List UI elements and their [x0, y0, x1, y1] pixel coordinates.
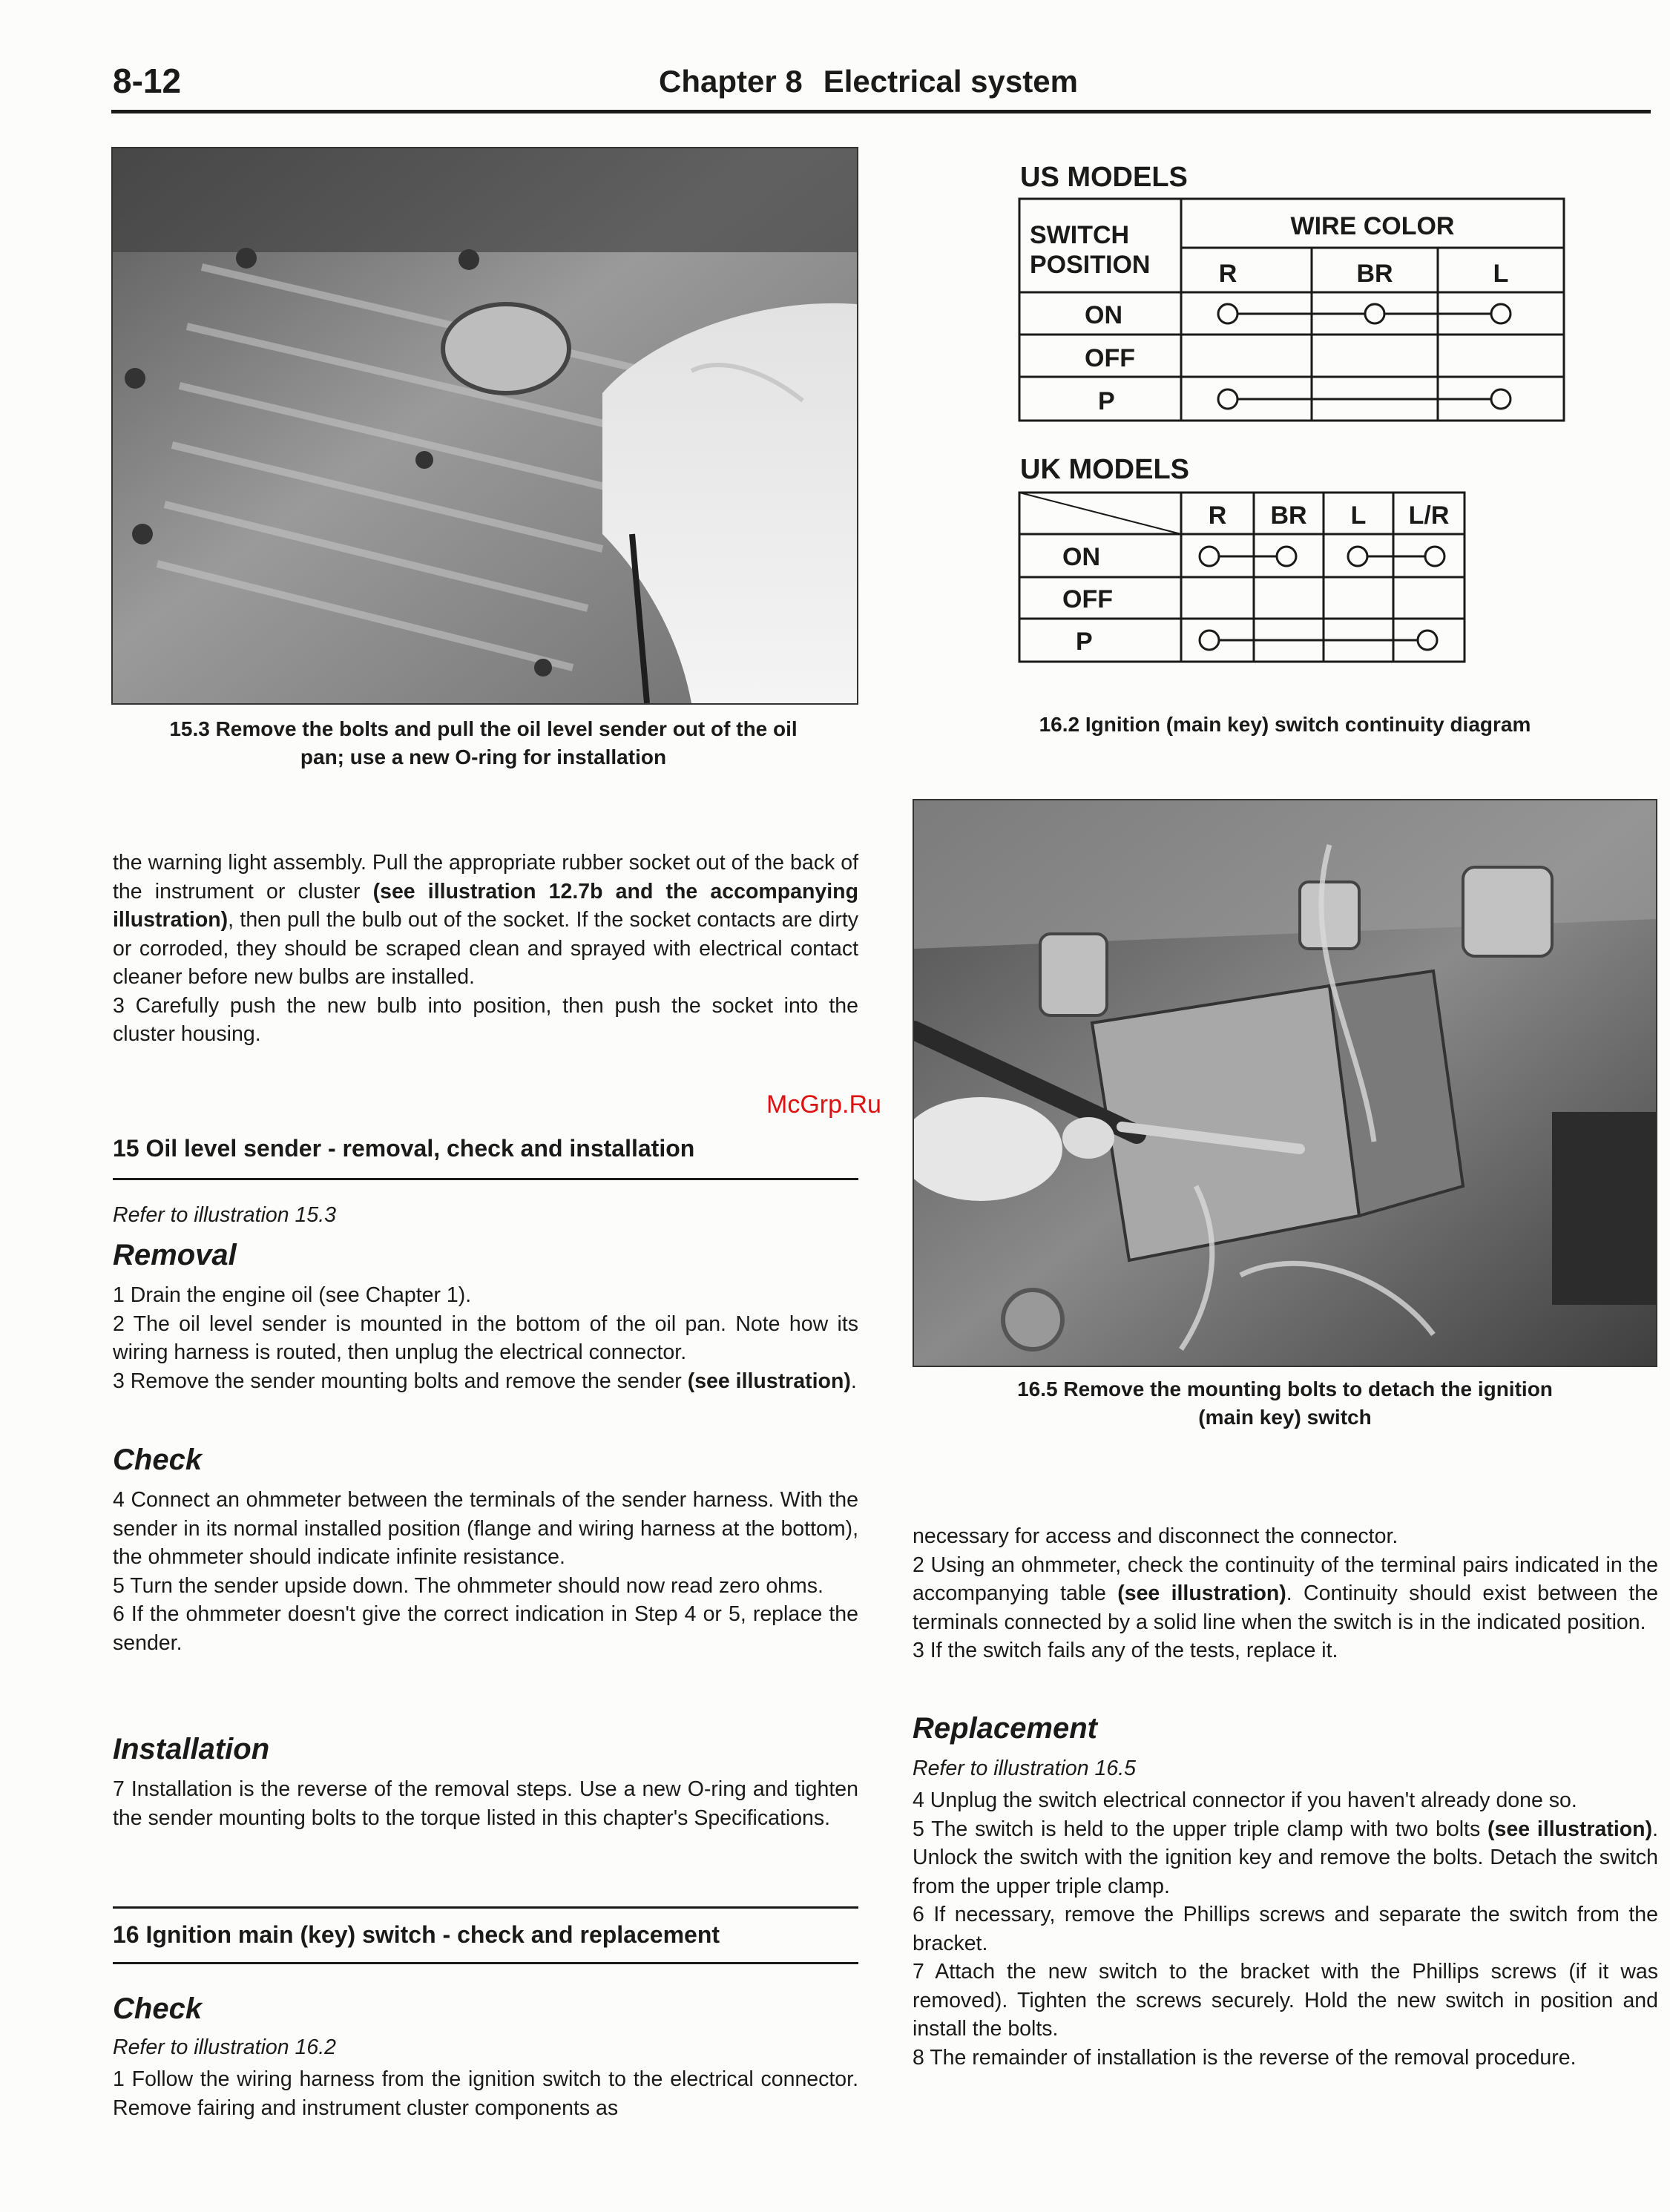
caption-line: 15.3 Remove the bolts and pull the oil level sender out of the oil	[169, 717, 798, 740]
illustration-ref: (see illustration)	[1487, 1817, 1653, 1841]
step: 4 Unplug the switch electrical connector if you haven't already done so.	[913, 1788, 1577, 1812]
running-header	[659, 64, 1078, 99]
caption-line: 16.5 Remove the mounting bolts to detach the ignition	[1017, 1377, 1553, 1400]
section-15-title: 15 Oil level sender - removal, check and installation	[113, 1135, 695, 1162]
uk-col-header: L	[1350, 501, 1367, 530]
step: 7 Attach the new switch to the bracket with the Phillips screws (if it was removed). Tighten the screws securely. Hold the new switch in position and install the bolts.	[913, 1960, 1658, 2041]
header-rule	[111, 110, 1651, 113]
right-check-continuation	[913, 1522, 1658, 1665]
paragraph: 3 Carefully push the new bulb into position, then push the socket into the cluster housing.	[113, 993, 858, 1046]
replacement-ref: Refer to illustration 16.5	[913, 1757, 1136, 1780]
section-16-rule	[113, 1962, 858, 1964]
caption-15-3	[111, 715, 855, 771]
replacement-heading: Replacement	[913, 1712, 1097, 1745]
step: 7 Installation is the reverse of the removal steps. Use a new O-ring and tighten the sender mounting bolts to the torque listed in this chapter's Specifications.	[113, 1777, 858, 1830]
step	[913, 1551, 1658, 1637]
text-run: .	[850, 1369, 857, 1393]
uk-col-header: R	[1208, 501, 1227, 530]
illustration-ref: (see illustration)	[687, 1369, 851, 1393]
paragraph	[113, 849, 858, 992]
uk-col-header: L/R	[1408, 501, 1450, 530]
step	[913, 1815, 1658, 1901]
section-16-check-heading: Check	[113, 1992, 203, 2025]
section-15-removal-text	[113, 1281, 858, 1395]
step: 5 Turn the sender upside down. The ohmmeter should now read zero ohms.	[113, 1573, 824, 1598]
illustration-ref: (see illustration 12.7b and the accompanying illustration)	[113, 879, 858, 932]
left-continuation-text	[113, 849, 858, 1049]
us-models-title: US MODELS	[1020, 162, 1188, 193]
us-row-label: P	[1098, 387, 1115, 415]
caption-line: pan; use a new O-ring for installation	[300, 745, 667, 768]
uk-continuity-on	[1200, 547, 1444, 566]
us-corner-position: POSITION	[1030, 251, 1151, 279]
section-15-rule	[113, 1178, 858, 1180]
section-15-installation-text	[113, 1775, 858, 1832]
uk-col-header: BR	[1270, 501, 1307, 530]
section-15-check-heading: Check	[113, 1444, 203, 1476]
photo-ignition-switch	[913, 799, 1657, 1367]
section-15-check-text	[113, 1486, 858, 1657]
section-15-installation-heading: Installation	[113, 1733, 270, 1765]
caption-line: (main key) switch	[1198, 1406, 1372, 1429]
paragraph: necessary for access and disconnect the connector.	[913, 1524, 1398, 1548]
us-corner-switch: SWITCH	[1030, 221, 1130, 249]
section-16-rule-top	[113, 1906, 858, 1909]
replacement-text	[913, 1786, 1658, 2072]
step: 6 If necessary, remove the Phillips screws and separate the switch from the bracket.	[913, 1903, 1658, 1955]
page-number: 8-12	[113, 62, 182, 100]
section-16-ref: Refer to illustration 16.2	[113, 2035, 336, 2059]
text-run: 3 Remove the sender mounting bolts and remove the sender	[113, 1369, 688, 1393]
illustration-ref: (see illustration)	[1117, 1581, 1286, 1605]
section-16-check-text	[113, 2065, 858, 2122]
us-models-table	[1018, 197, 1567, 424]
us-wire-color-header: WIRE COLOR	[1290, 212, 1455, 240]
uk-row-label: OFF	[1062, 585, 1113, 613]
step: 8 The remainder of installation is the reverse of the removal procedure.	[913, 2045, 1577, 2070]
us-continuity-on	[1218, 304, 1510, 323]
uk-continuity-p	[1200, 631, 1437, 650]
uk-row-label: P	[1076, 628, 1093, 656]
step: 4 Connect an ohmmeter between the terminals of the sender harness. With the sender in its normal installed position (flange and wiring harness at the bottom), the ohmmeter should indicate infinite resistance.	[113, 1488, 858, 1569]
photo-oil-pan-sender	[111, 147, 858, 705]
step: 1 Drain the engine oil (see Chapter 1).	[113, 1283, 472, 1307]
text-run: 5 The switch is held to the upper triple clamp with two bolts	[913, 1817, 1488, 1841]
uk-models-table	[1018, 491, 1467, 665]
step: 1 Follow the wiring harness from the ignition switch to the electrical connector. Remove fairing and instrument cluster components as	[113, 2067, 858, 2120]
step: 2 The oil level sender is mounted in the bottom of the oil pan. Note how its wiring harness is routed, then unplug the electrical connector.	[113, 1311, 858, 1364]
us-col-header: R	[1218, 260, 1237, 288]
uk-models-title: UK MODELS	[1020, 454, 1189, 485]
text-run: . Unlock the switch with the ignition key and remove the bolts. Detach the switch from the upper triple clamp.	[913, 1817, 1658, 1898]
watermark-text: McGrp.Ru	[766, 1090, 881, 1119]
chapter-title: Electrical system	[823, 64, 1078, 99]
us-row-label: OFF	[1085, 344, 1135, 372]
step: 3 If the switch fails any of the tests, replace it.	[913, 1639, 1338, 1662]
text-run: the warning light assembly. Pull the appropriate rubber socket out of the back of the instrument or cluster	[113, 851, 858, 903]
section-16-title: 16 Ignition main (key) switch - check and replacement	[113, 1921, 720, 1948]
us-col-header: L	[1493, 260, 1509, 288]
us-continuity-p	[1218, 389, 1510, 409]
step	[113, 1367, 858, 1396]
caption-16-5	[914, 1375, 1656, 1432]
uk-row-label: ON	[1062, 543, 1100, 571]
section-15-removal-heading: Removal	[113, 1239, 237, 1271]
section-15-ref: Refer to illustration 15.3	[113, 1203, 336, 1227]
us-row-label: ON	[1085, 301, 1122, 329]
step: 6 If the ohmmeter doesn't give the correct indication in Step 4 or 5, replace the sender.	[113, 1602, 858, 1655]
text-run: . Continuity should exist between the terminals connected by a solid line when the switch is in the indicated position.	[913, 1581, 1658, 1634]
chapter-label: Chapter 8	[659, 64, 803, 99]
text-run: , then pull the bulb out of the socket. If the socket contacts are dirty or corroded, they should be scraped clean and sprayed with electrical contact cleaner before new bulbs are installed.	[113, 908, 858, 989]
caption-16-2: 16.2 Ignition (main key) switch continuity diagram	[1039, 713, 1531, 736]
text-run: 2 Using an ohmmeter, check the continuity of the terminal pairs indicated in the accompanying table	[913, 1553, 1658, 1605]
us-col-header: BR	[1356, 260, 1393, 288]
